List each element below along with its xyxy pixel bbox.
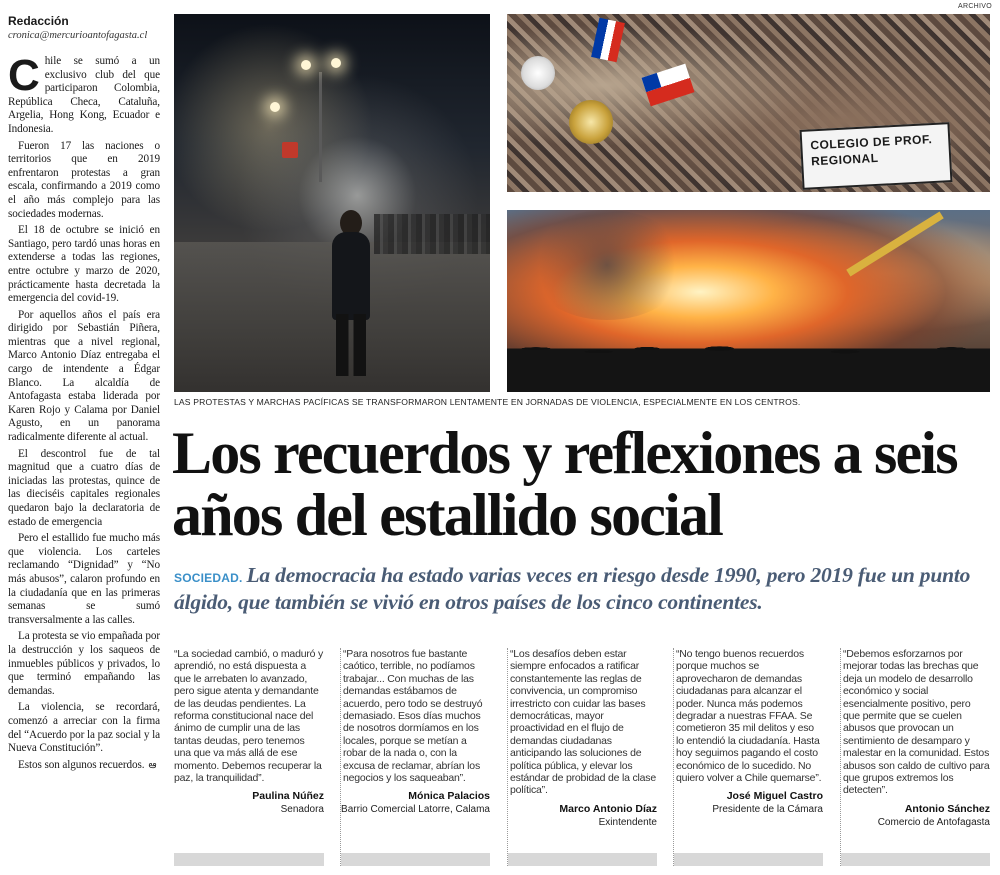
deck-text: La democracia ha estado varias veces en riesgo desde 1990, pero 2019 fue un punto álgido, que también se vivió en otros países de los cinco continentes. <box>174 563 971 614</box>
quotes-row <box>174 648 990 866</box>
quote-column <box>507 648 657 866</box>
quote-role: Barrio Comercial Latorre, Calama <box>341 804 490 816</box>
person-body <box>332 232 370 320</box>
street-lamp <box>270 102 280 112</box>
end-of-article-icon: ఆ <box>148 759 157 771</box>
body-paragraph <box>8 759 160 773</box>
quote-role: Exintendente <box>598 816 657 828</box>
photo-night-protest <box>174 14 490 392</box>
deck <box>174 563 990 614</box>
smoke-cloud <box>527 210 687 320</box>
photo-fire-police <box>507 210 990 392</box>
left-column <box>8 14 160 775</box>
photo-credit: ARCHIVO <box>958 3 992 10</box>
quote-name: Antonio Sánchez <box>904 802 990 815</box>
author-byline: Redacción <box>8 14 69 28</box>
body-paragraph-text: hile se sumó a un exclusivo club del que participaron Colombia, República Checa, Cataluña, Argelia, Hong Kong, Ecuador e Indonesia. <box>8 55 160 135</box>
store-sign <box>282 142 298 158</box>
body-paragraph <box>8 51 160 137</box>
quote-footer-bar <box>174 853 324 866</box>
protest-banner: COLEGIO DE PROF. REGIONAL <box>800 122 953 190</box>
street-lamp <box>301 60 311 70</box>
quote-footer-bar <box>341 853 490 866</box>
section-tag: SOCIEDAD. <box>174 571 243 585</box>
quote-text: “No tengo buenos recuerdos porque muchos se aprovecharon de demandas ciudadanas para alcanzar el poder. Nunca más podemos degradar a nuestras FFAA. Se cometieron 35 mil delitos y eso lo entendió la ciudadanía. Hasta hoy seguimos pagando el costo económico de lo sucedido. No quiero volver a Chile quemarse”. <box>676 648 822 785</box>
lamp-post <box>319 72 322 182</box>
quote-column <box>340 648 490 866</box>
person-legs <box>336 314 366 376</box>
street-lamp <box>331 58 341 68</box>
quote-column <box>174 648 324 866</box>
quote-text: “Los desafíos deben estar siempre enfocados a ratificar constantemente las reglas de convivencia, un compromiso irrestricto con cuidar las bases democráticas, mayor proactividad en el flujo de demandas ciudadanas anticipando las soluciones de política pública, y elevar los estándar de probidad de la clase política”. <box>510 648 656 797</box>
article-body <box>8 51 160 772</box>
horn-instrument <box>521 56 555 90</box>
body-paragraph: El 18 de octubre se inició en Santiago, pero tardó unas horas en extenderse a todas las regiones, entre octubre y marzo de 2020, prácticamente hasta decretada la emergencia del covid-19. <box>8 224 160 305</box>
quote-footer-bar <box>674 853 823 866</box>
quote-name: José Miguel Castro <box>726 790 823 803</box>
brass-instrument <box>569 100 613 144</box>
quote-footer-bar <box>508 853 657 866</box>
quote-name: Paulina Núñez <box>252 790 324 803</box>
body-paragraph: La protesta se vio empañada por la destrucción y los saqueos de inmuebles públicos y privados, lo que terminó empañando las demandas. <box>8 630 160 697</box>
photo-caption: LAS PROTESTAS Y MARCHAS PACÍFICAS SE TRANSFORMARON LENTAMENTE EN JORNADAS DE VIOLENCIA, ESPECIALMENTE EN LOS CENTROS. <box>174 397 801 407</box>
quote-name: Marco Antonio Díaz <box>559 802 657 815</box>
quote-column <box>840 648 990 866</box>
quote-role: Presidente de la Cámara <box>712 804 823 816</box>
quote-footer-bar <box>841 853 990 866</box>
quote-role: Senadora <box>280 804 324 816</box>
police-silhouettes <box>507 330 990 392</box>
quote-column <box>673 648 823 866</box>
headline: Los recuerdos y reflexiones a seis años del estallido social <box>172 420 957 548</box>
body-paragraph: Por aquellos años el país era dirigido por Sebastián Piñera, mientras que a nivel regional, Marco Antonio Díaz entregaba el cargo de intendente a Édgar Blanco. La alcaldía de Antofagasta estaba liderada por Karen Rojo y Calama por Daniel Agusto, en un panorama radicalmente diferente al actual. <box>8 308 160 444</box>
body-paragraph: Pero el estallido fue mucho más que violencia. Los carteles reclamando “Dignidad” y “No más abusos”, calaron profundo en la ciudadanía que en las primeras semanas se sumó transversalmente a las calles. <box>8 532 160 626</box>
photo-march-crowd <box>507 14 990 192</box>
quote-name: Mónica Palacios <box>408 790 490 803</box>
body-paragraph: La violencia, se recordará, comenzó a arreciar con la firma del “Acuerdo por la paz social y la Nueva Constitución”. <box>8 701 160 755</box>
author-email[interactable]: cronica@mercurioantofagasta.cl <box>8 30 148 41</box>
photo-crowd-silhouettes <box>374 214 490 254</box>
quote-text: “La sociedad cambió, o maduró y aprendió, no está dispuesta a que le arrebaten lo avanzado, pero sigue atenta y demandante de las deudas pendientes. La reforma constitucional nace del ánimo de cumplir una de las tantas deudas, pero tenemos una que va más allá de ese momento. Debemos recuperar la paz, la tranquilidad”. <box>174 648 324 785</box>
body-paragraph: Fueron 17 las naciones o territorios que en 2019 enfrentaron protestas a gran escala, confirmando a 2019 como el año más complejo para las sociedades modernas. <box>8 139 160 220</box>
crane-arm <box>846 211 944 276</box>
body-paragraph-text: Estos son algunos recuerdos. <box>18 758 145 771</box>
chilean-flag <box>641 64 694 107</box>
quote-role: Comercio de Antofagasta <box>877 816 990 828</box>
flag <box>591 18 625 63</box>
drop-cap: C <box>8 51 40 100</box>
quote-text: “Debemos esforzarnos por mejorar todas las brechas que deja un modelo de desarrollo económico y social esencialmente positivo, pero que permite que se cuelen abusos que provocan un sentimiento de desamparo y malestar en la comunidad. Estos abusos son caldo de cultivo para que grupos extremos los detecten”. <box>843 648 990 797</box>
body-paragraph: El descontrol fue de tal magnitud que a cuatro días de iniciadas las protestas, quince de las dieciséis capitales regionales quedaron bajo la declaratoria de estado de emergencia <box>8 447 160 528</box>
quote-text: “Para nosotros fue bastante caótico, terrible, no podíamos trabajar... Con muchas de las demandas estábamos de acuerdo, pero todo se destruyó demasiado. Esos días muchos de nosotros dormíamos en los locales, porque se metían a robar de la nada o, con la excusa de reclamar, abrían los negocios y los saqueaban”. <box>343 648 483 785</box>
